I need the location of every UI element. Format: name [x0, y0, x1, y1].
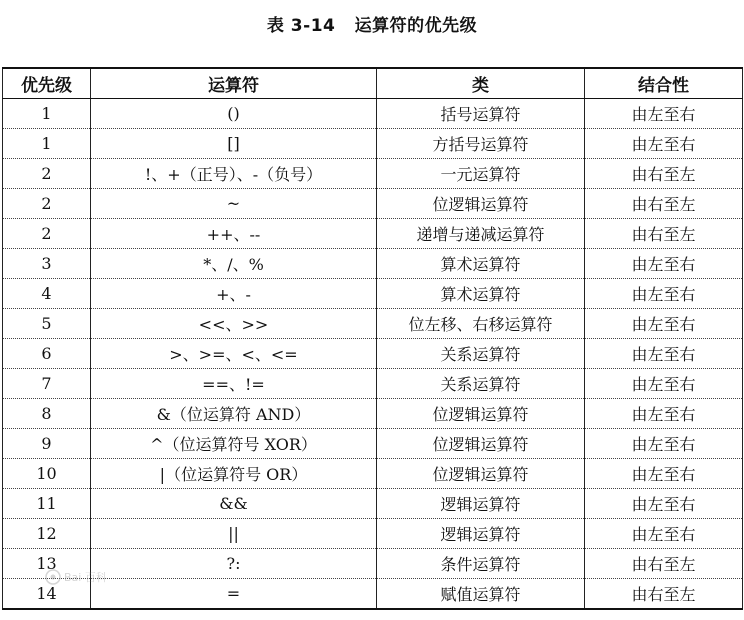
cell-associativity: 由右至左 — [585, 579, 743, 610]
cell-category: 位逻辑运算符 — [377, 399, 585, 429]
table-row — [3, 519, 743, 549]
table-row — [3, 279, 743, 309]
cell-precedence: 1 — [3, 129, 91, 159]
operator-precedence-table — [2, 67, 743, 610]
table-row — [3, 159, 743, 189]
cell-associativity: 由左至右 — [585, 489, 743, 519]
cell-precedence: 11 — [3, 489, 91, 519]
header-row — [3, 68, 743, 99]
header-category: 类 — [377, 68, 585, 99]
cell-category: 算术运算符 — [377, 249, 585, 279]
table-row — [3, 399, 743, 429]
cell-associativity: 由左至右 — [585, 249, 743, 279]
cell-category: 逻辑运算符 — [377, 519, 585, 549]
cell-associativity: 由右至左 — [585, 159, 743, 189]
cell-category: 递增与递减运算符 — [377, 219, 585, 249]
cell-precedence: 14 — [3, 579, 91, 610]
cell-category: 关系运算符 — [377, 369, 585, 399]
table-caption: 表 3-14 运算符的优先级 — [266, 16, 478, 36]
table-row — [3, 129, 743, 159]
cell-operator: <<、>> — [91, 309, 377, 339]
cell-precedence: 2 — [3, 159, 91, 189]
cell-operator: = — [91, 579, 377, 610]
cell-associativity: 由左至右 — [585, 429, 743, 459]
cell-precedence: 4 — [3, 279, 91, 309]
cell-operator: *、/、% — [91, 249, 377, 279]
cell-operator: () — [91, 99, 377, 129]
cell-associativity: 由左至右 — [585, 399, 743, 429]
header-operator: 运算符 — [91, 68, 377, 99]
cell-precedence: 5 — [3, 309, 91, 339]
cell-category: 赋值运算符 — [377, 579, 585, 610]
table-row — [3, 339, 743, 369]
cell-associativity: 由右至左 — [585, 189, 743, 219]
cell-precedence: 9 — [3, 429, 91, 459]
cell-precedence: 2 — [3, 189, 91, 219]
cell-associativity: 由左至右 — [585, 459, 743, 489]
cell-associativity: 由左至右 — [585, 99, 743, 129]
cell-category: 位逻辑运算符 — [377, 429, 585, 459]
cell-precedence: 13 — [3, 549, 91, 579]
cell-precedence: 3 — [3, 249, 91, 279]
cell-category: 逻辑运算符 — [377, 489, 585, 519]
table-body — [3, 99, 743, 610]
cell-operator: || — [91, 519, 377, 549]
cell-precedence: 1 — [3, 99, 91, 129]
cell-associativity: 由左至右 — [585, 129, 743, 159]
cell-precedence: 2 — [3, 219, 91, 249]
cell-category: 关系运算符 — [377, 339, 585, 369]
baidu-baike-watermark-icon — [44, 566, 116, 588]
cell-category: 位左移、右移运算符 — [377, 309, 585, 339]
cell-category: 方括号运算符 — [377, 129, 585, 159]
table-row — [3, 309, 743, 339]
cell-operator: [] — [91, 129, 377, 159]
cell-associativity: 由左至右 — [585, 309, 743, 339]
table-row — [3, 189, 743, 219]
table-row — [3, 99, 743, 129]
cell-operator: |（位运算符号 OR） — [91, 459, 377, 489]
table-row — [3, 489, 743, 519]
cell-associativity: 由右至左 — [585, 219, 743, 249]
header-precedence: 优先级 — [3, 68, 91, 99]
cell-operator: ++、-- — [91, 219, 377, 249]
cell-operator: && — [91, 489, 377, 519]
cell-precedence: 12 — [3, 519, 91, 549]
table-row — [3, 249, 743, 279]
table-row — [3, 459, 743, 489]
table-row — [3, 369, 743, 399]
cell-associativity: 由右至左 — [585, 549, 743, 579]
table-row — [3, 429, 743, 459]
cell-associativity: 由左至右 — [585, 519, 743, 549]
cell-associativity: 由左至右 — [585, 279, 743, 309]
cell-operator: ?: — [91, 549, 377, 579]
cell-operator: &（位运算符 AND） — [91, 399, 377, 429]
cell-precedence: 6 — [3, 339, 91, 369]
table-header — [3, 68, 743, 99]
cell-operator: +、- — [91, 279, 377, 309]
cell-category: 位逻辑运算符 — [377, 459, 585, 489]
cell-category: 算术运算符 — [377, 279, 585, 309]
cell-associativity: 由左至右 — [585, 369, 743, 399]
cell-precedence: 8 — [3, 399, 91, 429]
cell-operator: >、>=、<、<= — [91, 339, 377, 369]
cell-category: 括号运算符 — [377, 99, 585, 129]
cell-operator: !、+（正号）、-（负号） — [91, 159, 377, 189]
table-row — [3, 219, 743, 249]
cell-associativity: 由左至右 — [585, 339, 743, 369]
cell-category: 一元运算符 — [377, 159, 585, 189]
cell-precedence: 10 — [3, 459, 91, 489]
cell-operator: ~ — [91, 189, 377, 219]
header-associativity: 结合性 — [585, 68, 743, 99]
cell-category: 条件运算符 — [377, 549, 585, 579]
cell-category: 位逻辑运算符 — [377, 189, 585, 219]
cell-operator: ==、!= — [91, 369, 377, 399]
cell-operator: ^（位运算符号 XOR） — [91, 429, 377, 459]
cell-precedence: 7 — [3, 369, 91, 399]
watermark-text: Bai 百科 — [64, 571, 107, 584]
